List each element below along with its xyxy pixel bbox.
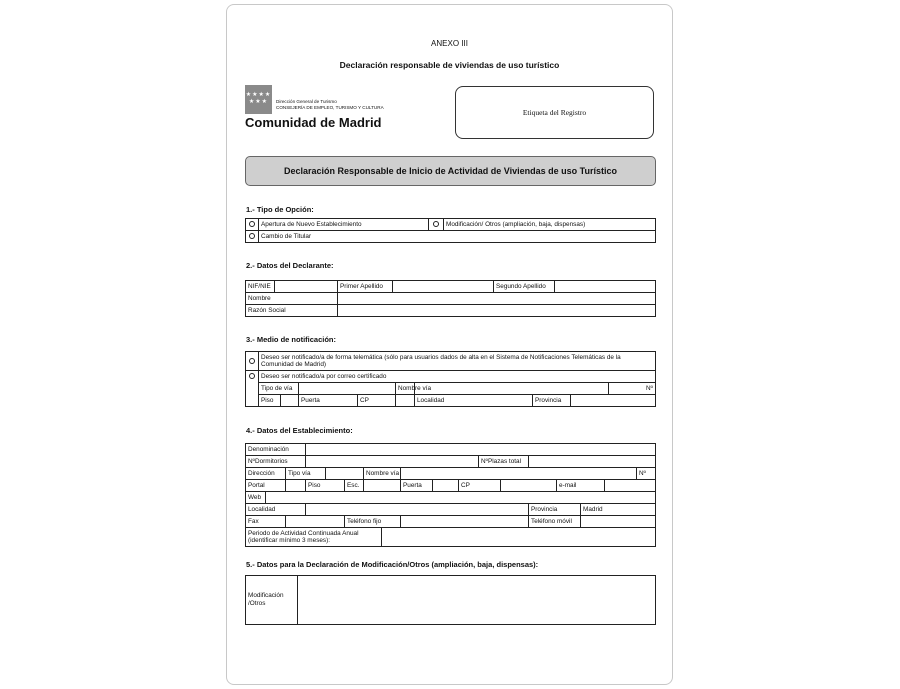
label-telematica: Deseo ser notificado/a de forma telemática (sólo para usuarios dados de alta en el Sistema de Notificaciones Telemáticas de la Comunidad de Madrid) <box>259 352 656 371</box>
label-periodo: Periodo de Actividad Continuada Anual (identificar mínimo 3 meses): <box>246 528 382 547</box>
label-cp: CP <box>358 395 396 407</box>
label-dormitorios: NºDormitorios <box>246 456 306 468</box>
tipo-via-est-field[interactable] <box>326 468 364 480</box>
label-modificacion: Modificación/ Otros (ampliación, baja, dispensas) <box>444 219 656 231</box>
label-fax: Fax <box>246 516 286 528</box>
label-numero: Nº <box>609 383 656 395</box>
label-web: Web <box>246 492 266 504</box>
label-esc: Esc. <box>345 480 364 492</box>
tipo-via-field[interactable] <box>299 383 396 395</box>
section-2-title: 2.- Datos del Declarante: <box>246 261 334 270</box>
label-provincia-est: Provincia <box>529 504 581 516</box>
cp-est-field[interactable] <box>501 480 557 492</box>
label-nif: NIF/NIE <box>246 281 275 293</box>
label-apertura: Apertura de Nuevo Establecimiento <box>259 219 429 231</box>
label-segundo-apellido: Segundo Apellido <box>494 281 555 293</box>
telefono-movil-field[interactable] <box>581 516 656 528</box>
esc-field[interactable] <box>364 480 401 492</box>
label-puerta-est: Puerta <box>401 480 433 492</box>
label-direccion: Dirección <box>246 468 286 480</box>
radio-correo[interactable] <box>246 371 259 407</box>
label-correo: Deseo ser notificado/a por correo certificado <box>259 371 656 383</box>
radio-circle-icon <box>249 373 255 379</box>
plazas-field[interactable] <box>529 456 656 468</box>
label-primer-apellido: Primer Apellido <box>338 281 393 293</box>
annex-label: ANEXO III <box>431 39 468 48</box>
form-subtitle: Declaración responsable de viviendas de uso turístico <box>339 60 560 70</box>
cp-field[interactable] <box>396 395 415 407</box>
label-razon-social: Razón Social <box>246 305 338 317</box>
nombre-via-est-field[interactable] <box>401 468 637 480</box>
fax-field[interactable] <box>286 516 345 528</box>
piso-field[interactable] <box>281 395 299 407</box>
madrid-flag-logo-icon: ★★★★ ★★★ <box>245 85 272 114</box>
modificacion-field[interactable] <box>298 576 656 625</box>
label-modificacion-otros: Modificación /Otros <box>246 576 298 625</box>
web-field[interactable] <box>266 492 656 504</box>
nombre-field[interactable] <box>338 293 656 305</box>
label-cp-est: CP <box>459 480 501 492</box>
registry-stamp-box <box>455 86 654 139</box>
label-localidad-est: Localidad <box>246 504 306 516</box>
label-email: e-mail <box>557 480 605 492</box>
label-denominacion: Denominación <box>246 444 306 456</box>
label-telefono-fijo: Teléfono fijo <box>345 516 401 528</box>
denominacion-field[interactable] <box>306 444 656 456</box>
radio-telematica[interactable] <box>246 352 259 371</box>
option-type-table <box>245 218 656 243</box>
radio-circle-icon <box>249 358 255 364</box>
label-cambio-titular: Cambio de Titular <box>259 231 656 243</box>
puerta-est-field[interactable] <box>433 480 459 492</box>
modification-table <box>245 575 656 625</box>
label-plazas: NºPlazas total <box>479 456 529 468</box>
radio-cambio-titular[interactable] <box>246 231 259 243</box>
label-puerta: Puerta <box>299 395 358 407</box>
segundo-apellido-field[interactable] <box>555 281 656 293</box>
label-numero-est: Nº <box>637 468 656 480</box>
label-piso: Piso <box>259 395 281 407</box>
form-page <box>226 4 673 685</box>
radio-apertura[interactable] <box>246 219 259 231</box>
section-4-title: 4.- Datos del Establecimiento: <box>246 426 353 435</box>
label-nombre-via-est: Nombre vía <box>364 468 401 480</box>
nif-field[interactable] <box>275 281 338 293</box>
portal-field[interactable] <box>286 480 306 492</box>
label-nombre: Nombre <box>246 293 338 305</box>
form-title-banner <box>245 156 656 186</box>
label-piso-est: Piso <box>306 480 345 492</box>
section-5-title: 5.- Datos para la Declaración de Modificación/Otros (ampliación, baja, dispensas): <box>246 560 539 569</box>
telefono-fijo-field[interactable] <box>401 516 529 528</box>
label-localidad: Localidad <box>415 395 533 407</box>
org-name: Comunidad de Madrid <box>245 115 382 130</box>
radio-circle-icon <box>249 233 255 239</box>
razon-social-field[interactable] <box>338 305 656 317</box>
periodo-field[interactable] <box>382 528 656 547</box>
section-1-title: 1.- Tipo de Opción: <box>246 205 314 214</box>
nombre-via-field[interactable] <box>415 383 609 395</box>
label-tipo-via: Tipo de vía <box>259 383 299 395</box>
form-title: Declaración Responsable de Inicio de Actividad de Viviendas de uso Turístico <box>284 166 617 176</box>
radio-circle-icon <box>249 221 255 227</box>
dormitorios-field[interactable] <box>306 456 479 468</box>
notification-table <box>245 351 656 407</box>
label-provincia: Provincia <box>533 395 571 407</box>
establishment-table <box>245 443 656 547</box>
label-tipo-via-est: Tipo vía <box>286 468 326 480</box>
registry-label: Etiqueta del Registro <box>522 108 587 117</box>
email-field[interactable] <box>605 480 656 492</box>
label-telefono-movil: Teléfono móvil <box>529 516 581 528</box>
section-3-title: 3.- Medio de notificación: <box>246 335 337 344</box>
primer-apellido-field[interactable] <box>393 281 494 293</box>
label-portal: Portal <box>246 480 286 492</box>
radio-circle-icon <box>433 221 439 227</box>
localidad-est-field[interactable] <box>306 504 529 516</box>
declarant-table <box>245 280 656 317</box>
provincia-est-value: Madrid <box>581 504 656 516</box>
radio-modificacion[interactable] <box>429 219 444 231</box>
org-ministry: CONSEJERÍA DE EMPLEO, TURISMO Y CULTURA <box>276 105 384 110</box>
provincia-field[interactable] <box>571 395 656 407</box>
org-directorate: Dirección General de Turismo <box>276 99 337 104</box>
label-nombre-via: Nombre vía <box>396 383 415 395</box>
